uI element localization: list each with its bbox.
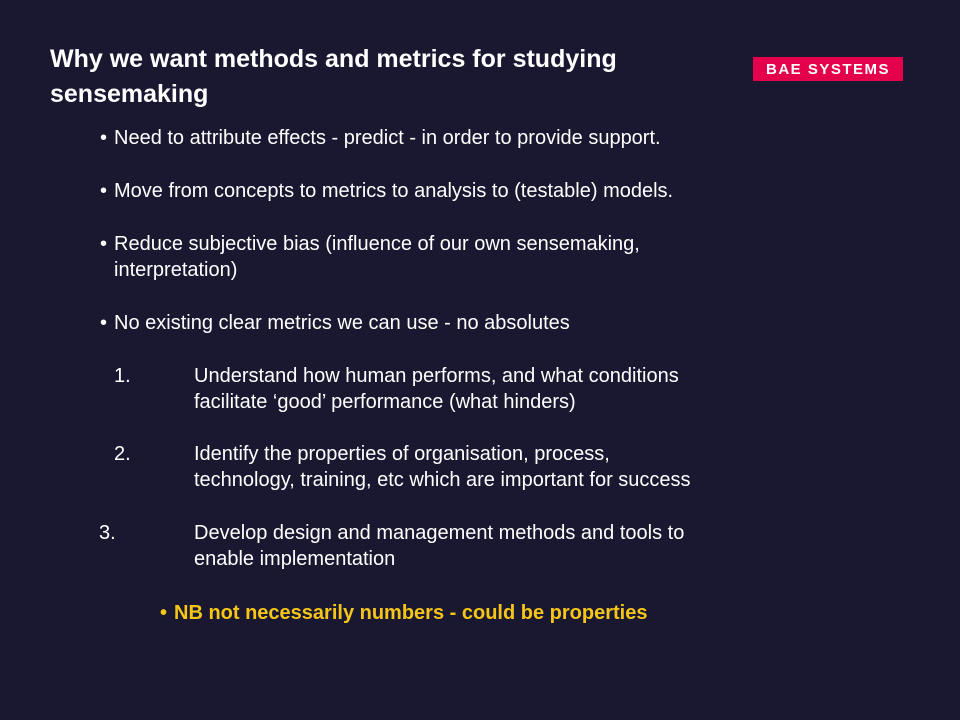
numbered-item-number: 2. (114, 443, 131, 465)
slide-title-line-2: sensemaking (50, 80, 209, 108)
bullet-item (100, 310, 570, 336)
numbered-item-text: Develop design and management methods and tools to (194, 522, 685, 544)
bullet-item (100, 178, 673, 204)
bullet-text: No existing clear metrics we can use - no absolutes (114, 312, 570, 334)
numbered-item-text-continuation: facilitate ‘good’ performance (what hinders) (194, 391, 576, 413)
bullet-icon: • (100, 180, 108, 202)
nb-note-text: NB not necessarily numbers - could be properties (174, 602, 648, 624)
bullet-text: Need to attribute effects - predict - in order to provide support. (114, 127, 661, 149)
numbered-item-number: 3. (99, 522, 116, 544)
numbered-item-text-continuation: enable implementation (194, 548, 396, 570)
nb-note (160, 600, 647, 626)
bullet-icon: • (160, 602, 168, 624)
bullet-text: Reduce subjective bias (influence of our own sensemaking, (114, 233, 640, 255)
bullet-icon: • (100, 127, 108, 149)
numbered-item-text: Identify the properties of organisation, process, (194, 443, 610, 465)
numbered-item-text: Understand how human performs, and what conditions (194, 365, 679, 387)
bullet-text-continuation: interpretation) (114, 259, 238, 281)
slide-title (50, 42, 740, 112)
bullet-item (100, 125, 661, 151)
bae-systems-logo (753, 57, 903, 81)
logo-text: BAE SYSTEMS (765, 60, 891, 78)
slide-title-line-1: Why we want methods and metrics for studying (50, 45, 617, 73)
numbered-item-number: 1. (114, 365, 131, 387)
bullet-icon: • (100, 233, 108, 255)
numbered-item-text-continuation: technology, training, etc which are important for success (194, 469, 691, 491)
bullet-icon: • (100, 312, 108, 334)
bullet-text: Move from concepts to metrics to analysis to (testable) models. (114, 180, 674, 202)
bullet-item (100, 231, 640, 257)
